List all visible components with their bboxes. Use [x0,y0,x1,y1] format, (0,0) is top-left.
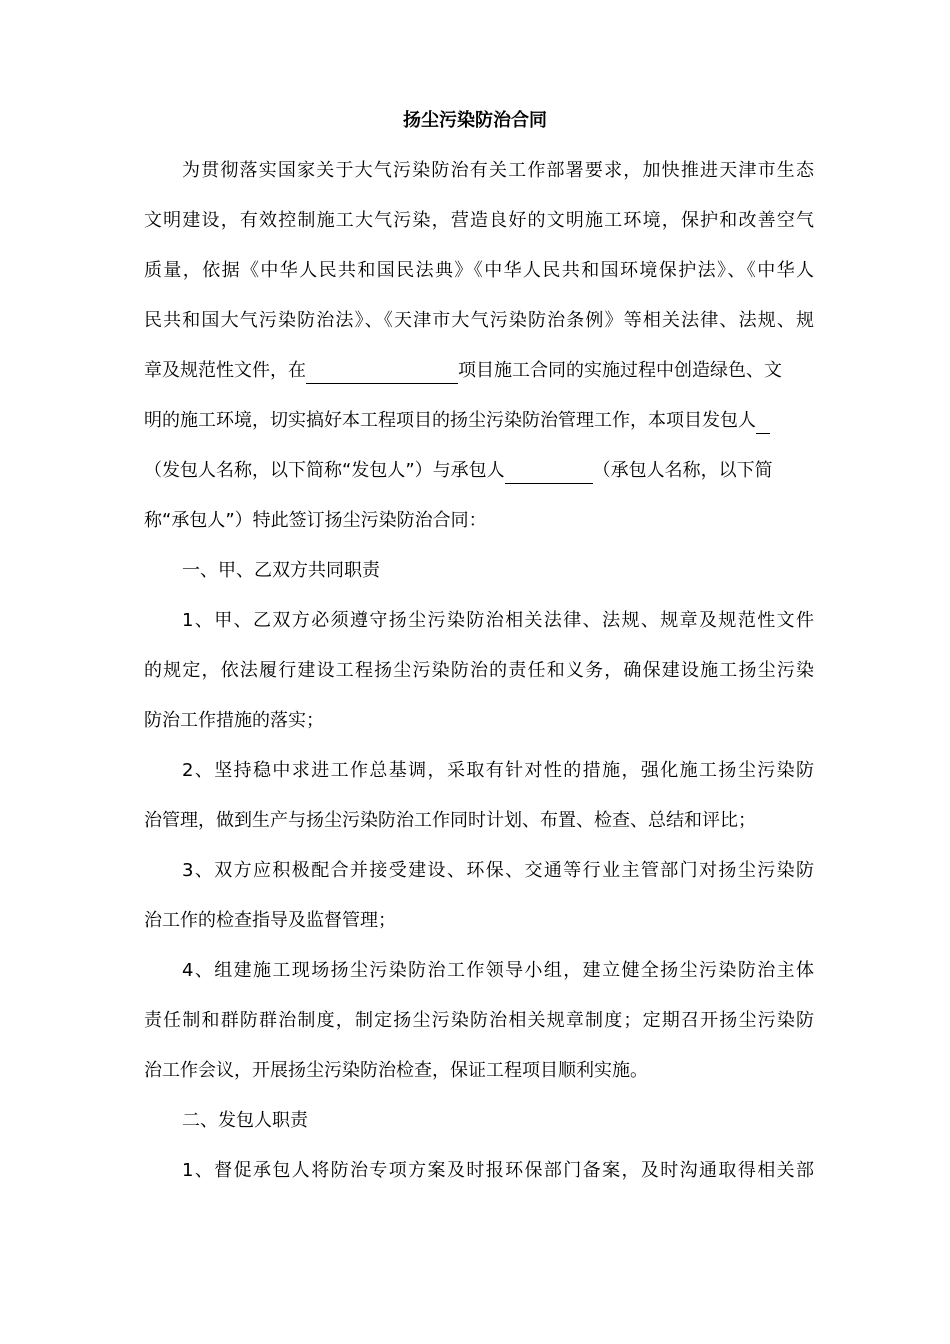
section-1-item-2-line-2: 治管理，做到生产与扬尘污染防治工作同时计划、布置、检查、总结和评比； [144,810,756,831]
preamble-line-7-start: （发包人名称，以下简称“发包人”）与承包人 [144,460,505,481]
preamble-line-6-text: 明的施工环境，切实搞好本工程项目的扬尘污染防治管理工作，本项目发包人 [144,410,756,431]
preamble-line-5 [144,358,814,384]
document-title: 扬尘污染防治合同 [403,110,547,131]
section-1-item-4-line-3: 治工作会议，开展扬尘污染防治检查，保证工程项目顺利实施。 [144,1060,648,1081]
preamble-line-6 [144,408,814,434]
employer-name-blank[interactable] [756,411,770,434]
preamble-line-7 [144,458,814,484]
preamble-line-5-end: 项目施工合同的实施过程中创造绿色、文 [458,360,782,381]
section-1-item-3-line-2: 治工作的检查指导及监督管理； [144,910,396,931]
section-1-item-3-line-1: 3、双方应积极配合并接受建设、环保、交通等行业主管部门对扬尘污染防 [182,860,814,881]
project-name-blank[interactable] [306,361,458,384]
preamble-line-7-end: （承包人名称，以下简 [592,460,773,481]
preamble-line-5-start: 章及规范性文件，在 [144,360,306,381]
section-1-heading: 一、甲、乙双方共同职责 [182,560,380,581]
section-1-item-1-line-2: 的规定，依法履行建设工程扬尘污染防治的责任和义务，确保建设施工扬尘污染 [144,660,814,681]
preamble-line-1: 为贯彻落实国家关于大气污染防治有关工作部署要求，加快推进天津市生态 [182,160,814,181]
contractor-name-blank[interactable] [505,461,593,484]
section-2-heading: 二、发包人职责 [182,1110,308,1131]
section-1-item-1-line-1: 1、甲、乙双方必须遵守扬尘污染防治相关法律、法规、规章及规范性文件 [182,610,814,631]
section-1-item-4-line-2: 责任制和群防群治制度，制定扬尘污染防治相关规章制度；定期召开扬尘污染防 [144,1010,814,1031]
section-1-item-4-line-1: 4、组建施工现场扬尘污染防治工作领导小组，建立健全扬尘污染防治主体 [182,960,814,981]
section-2-item-1-line-1: 1、督促承包人将防治专项方案及时报环保部门备案，及时沟通取得相关部 [182,1160,814,1181]
preamble-line-3: 质量，依据《中华人民共和国民法典》《中华人民共和国环境保护法》、《中华人 [144,260,814,281]
section-1-item-2-line-1: 2、坚持稳中求进工作总基调，采取有针对性的措施，强化施工扬尘污染防 [182,760,814,781]
section-1-item-1-line-3: 防治工作措施的落实； [144,710,324,731]
preamble-line-8: 称“承包人”）特此签订扬尘污染防治合同： [144,510,487,531]
preamble-line-2: 文明建设，有效控制施工大气污染，营造良好的文明施工环境，保护和改善空气 [144,210,814,231]
preamble-line-4: 民共和国大气污染防治法》、《天津市大气污染防治条例》等相关法律、法规、规 [144,310,814,331]
